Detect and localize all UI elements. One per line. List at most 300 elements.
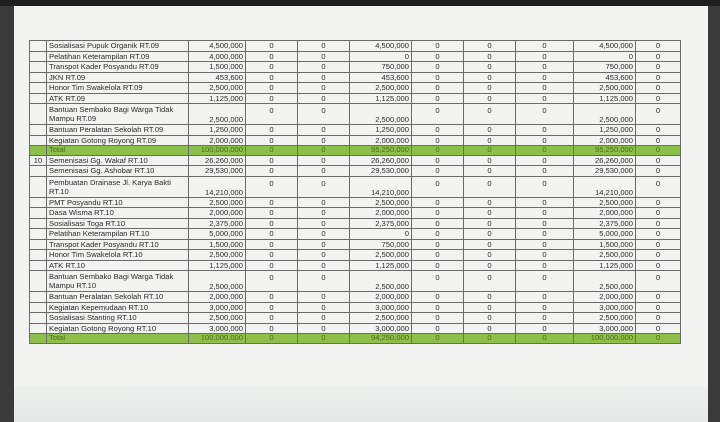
activity-name-cell: Kegiatan Gotong Royong RT.09 xyxy=(47,135,189,146)
amount-cell: 3,000,000 xyxy=(189,323,246,334)
row-number-cell xyxy=(30,62,47,73)
value-cell: 0 xyxy=(636,72,681,83)
amount-cell: 2,375,000 xyxy=(189,218,246,229)
activity-name-cell: Transpot Kader Posyandu RT.09 xyxy=(47,62,189,73)
value-cell: 0 xyxy=(246,292,298,303)
amount-cell: 29,530,000 xyxy=(189,166,246,177)
table-row xyxy=(30,83,681,94)
value-cell: 0 xyxy=(246,125,298,136)
value-cell: 0 xyxy=(298,313,350,324)
value-cell: 0 xyxy=(412,292,464,303)
value-cell: 0 xyxy=(298,271,350,292)
amount-cell: 26,260,000 xyxy=(574,155,636,166)
amount-cell: 1,125,000 xyxy=(189,93,246,104)
amount-cell: 1,125,000 xyxy=(574,260,636,271)
value-cell: 0 xyxy=(516,334,574,344)
amount-cell: 2,500,000 xyxy=(350,313,412,324)
row-number-cell xyxy=(30,292,47,303)
value-cell: 0 xyxy=(298,229,350,240)
amount-cell: 2,000,000 xyxy=(574,208,636,219)
row-number-cell xyxy=(30,302,47,313)
amount-cell: 1,250,000 xyxy=(574,125,636,136)
value-cell: 0 xyxy=(246,51,298,62)
value-cell: 0 xyxy=(636,125,681,136)
amount-cell: 1,250,000 xyxy=(350,125,412,136)
row-number-cell xyxy=(30,208,47,219)
amount-cell: 2,375,000 xyxy=(574,218,636,229)
value-cell: 0 xyxy=(298,135,350,146)
value-cell: 0 xyxy=(298,260,350,271)
value-cell: 0 xyxy=(464,176,516,197)
value-cell: 0 xyxy=(298,104,350,125)
value-cell: 0 xyxy=(636,208,681,219)
amount-cell: 14,210,000 xyxy=(189,176,246,197)
value-cell: 0 xyxy=(412,176,464,197)
row-number-cell xyxy=(30,146,47,156)
table-row xyxy=(30,218,681,229)
value-cell: 0 xyxy=(298,83,350,94)
amount-cell: 750,000 xyxy=(350,239,412,250)
value-cell: 0 xyxy=(298,146,350,156)
value-cell: 0 xyxy=(636,313,681,324)
value-cell: 0 xyxy=(298,125,350,136)
amount-cell: 2,000,000 xyxy=(189,135,246,146)
value-cell: 0 xyxy=(636,41,681,52)
row-number-cell xyxy=(30,250,47,261)
amount-cell: 750,000 xyxy=(350,62,412,73)
value-cell: 0 xyxy=(636,51,681,62)
activity-name-cell: Semenisasi Gg. Wakaf RT.10 xyxy=(47,155,189,166)
value-cell: 0 xyxy=(246,271,298,292)
activity-name-cell: Pembuatan Drainase Jl. Karya Bakti RT.10 xyxy=(47,176,189,197)
amount-cell: 29,530,000 xyxy=(350,166,412,177)
amount-cell: 2,500,000 xyxy=(189,271,246,292)
amount-cell: 2,000,000 xyxy=(189,208,246,219)
amount-cell: 100,000,000 xyxy=(189,334,246,344)
amount-cell: 14,210,000 xyxy=(574,176,636,197)
amount-cell: 0 xyxy=(350,229,412,240)
value-cell: 0 xyxy=(464,208,516,219)
amount-cell: 4,500,000 xyxy=(189,41,246,52)
table-row xyxy=(30,41,681,52)
value-cell: 0 xyxy=(516,166,574,177)
value-cell: 0 xyxy=(516,72,574,83)
value-cell: 0 xyxy=(298,292,350,303)
value-cell: 0 xyxy=(246,229,298,240)
row-number-cell xyxy=(30,135,47,146)
value-cell: 0 xyxy=(298,197,350,208)
value-cell: 0 xyxy=(298,41,350,52)
value-cell: 0 xyxy=(516,197,574,208)
value-cell: 0 xyxy=(412,313,464,324)
value-cell: 0 xyxy=(636,146,681,156)
row-number-cell xyxy=(30,104,47,125)
value-cell: 0 xyxy=(412,41,464,52)
value-cell: 0 xyxy=(298,302,350,313)
table-row xyxy=(30,51,681,62)
value-cell: 0 xyxy=(516,250,574,261)
value-cell: 0 xyxy=(516,146,574,156)
value-cell: 0 xyxy=(412,155,464,166)
activity-name-cell: Semenisasi Gg. Ashobar RT.10 xyxy=(47,166,189,177)
row-number-cell xyxy=(30,218,47,229)
value-cell: 0 xyxy=(298,250,350,261)
value-cell: 0 xyxy=(464,323,516,334)
value-cell: 0 xyxy=(636,239,681,250)
value-cell: 0 xyxy=(464,292,516,303)
value-cell: 0 xyxy=(516,218,574,229)
value-cell: 0 xyxy=(298,155,350,166)
amount-cell: 2,500,000 xyxy=(189,83,246,94)
table-row xyxy=(30,313,681,324)
value-cell: 0 xyxy=(464,125,516,136)
activity-name-cell: Bantuan Sembako Bagi Warga Tidak Mampu RT.10 xyxy=(47,271,189,292)
amount-cell: 3,000,000 xyxy=(574,302,636,313)
value-cell: 0 xyxy=(464,334,516,344)
activity-name-cell: Bantuan Peralatan Sekolah RT.10 xyxy=(47,292,189,303)
value-cell: 0 xyxy=(246,135,298,146)
amount-cell: 95,250,000 xyxy=(574,146,636,156)
row-number-cell xyxy=(30,260,47,271)
value-cell: 0 xyxy=(636,260,681,271)
value-cell: 0 xyxy=(464,83,516,94)
value-cell: 0 xyxy=(412,125,464,136)
value-cell: 0 xyxy=(246,323,298,334)
amount-cell: 2,500,000 xyxy=(574,104,636,125)
value-cell: 0 xyxy=(298,51,350,62)
table-row xyxy=(30,155,681,166)
value-cell: 0 xyxy=(516,62,574,73)
table-row xyxy=(30,208,681,219)
value-cell: 0 xyxy=(298,334,350,344)
value-cell: 0 xyxy=(464,260,516,271)
value-cell: 0 xyxy=(246,176,298,197)
value-cell: 0 xyxy=(516,135,574,146)
value-cell: 0 xyxy=(516,271,574,292)
value-cell: 0 xyxy=(246,41,298,52)
amount-cell: 0 xyxy=(574,51,636,62)
amount-cell: 1,125,000 xyxy=(189,260,246,271)
amount-cell: 2,500,000 xyxy=(189,250,246,261)
row-number-cell xyxy=(30,176,47,197)
total-row xyxy=(30,334,681,344)
value-cell: 0 xyxy=(464,197,516,208)
amount-cell: 94,250,000 xyxy=(350,334,412,344)
row-number-cell xyxy=(30,93,47,104)
row-number-cell xyxy=(30,323,47,334)
total-row xyxy=(30,146,681,156)
amount-cell: 26,260,000 xyxy=(350,155,412,166)
table-row xyxy=(30,166,681,177)
value-cell: 0 xyxy=(464,51,516,62)
value-cell: 0 xyxy=(516,313,574,324)
value-cell: 0 xyxy=(412,166,464,177)
table-row xyxy=(30,62,681,73)
amount-cell: 453,600 xyxy=(574,72,636,83)
amount-cell: 750,000 xyxy=(574,62,636,73)
amount-cell: 2,500,000 xyxy=(350,83,412,94)
value-cell: 0 xyxy=(464,41,516,52)
value-cell: 0 xyxy=(298,239,350,250)
table-row xyxy=(30,125,681,136)
amount-cell: 4,500,000 xyxy=(574,41,636,52)
value-cell: 0 xyxy=(464,104,516,125)
value-cell: 0 xyxy=(412,72,464,83)
value-cell: 0 xyxy=(636,218,681,229)
value-cell: 0 xyxy=(516,260,574,271)
value-cell: 0 xyxy=(516,104,574,125)
table-row xyxy=(30,302,681,313)
activity-name-cell: Sosialisasi Pupuk Organik RT.09 xyxy=(47,41,189,52)
value-cell: 0 xyxy=(246,302,298,313)
row-number-cell xyxy=(30,72,47,83)
row-number-cell xyxy=(30,51,47,62)
value-cell: 0 xyxy=(246,250,298,261)
activity-name-cell: Pelatihan Keterampilan RT.09 xyxy=(47,51,189,62)
amount-cell: 1,500,000 xyxy=(189,62,246,73)
activity-name-cell: Honor Tim Swakelola RT.10 xyxy=(47,250,189,261)
value-cell: 0 xyxy=(464,250,516,261)
value-cell: 0 xyxy=(636,250,681,261)
amount-cell: 4,000,000 xyxy=(189,51,246,62)
amount-cell: 1,500,000 xyxy=(189,239,246,250)
value-cell: 0 xyxy=(412,83,464,94)
activity-name-cell: Dasa Wisma RT.10 xyxy=(47,208,189,219)
value-cell: 0 xyxy=(246,62,298,73)
amount-cell: 100,000,000 xyxy=(189,146,246,156)
budget-table xyxy=(29,40,681,344)
value-cell: 0 xyxy=(298,166,350,177)
amount-cell: 1,250,000 xyxy=(189,125,246,136)
value-cell: 0 xyxy=(636,83,681,94)
activity-name-cell: Kegiatan Gotong Royong RT.10 xyxy=(47,323,189,334)
value-cell: 0 xyxy=(464,218,516,229)
activity-name-cell: Honor Tim Swakelola RT.09 xyxy=(47,83,189,94)
amount-cell: 3,000,000 xyxy=(350,323,412,334)
amount-cell: 2,500,000 xyxy=(350,197,412,208)
row-number-cell xyxy=(30,197,47,208)
value-cell: 0 xyxy=(516,208,574,219)
value-cell: 0 xyxy=(516,41,574,52)
amount-cell: 3,000,000 xyxy=(574,323,636,334)
document-page xyxy=(14,6,708,422)
row-number-cell xyxy=(30,41,47,52)
value-cell: 0 xyxy=(246,83,298,94)
value-cell: 0 xyxy=(246,313,298,324)
value-cell: 0 xyxy=(412,260,464,271)
amount-cell: 3,000,000 xyxy=(350,302,412,313)
value-cell: 0 xyxy=(636,104,681,125)
value-cell: 0 xyxy=(246,208,298,219)
value-cell: 0 xyxy=(636,323,681,334)
table-row xyxy=(30,197,681,208)
amount-cell: 2,500,000 xyxy=(574,197,636,208)
value-cell: 0 xyxy=(412,218,464,229)
value-cell: 0 xyxy=(636,166,681,177)
amount-cell: 2,500,000 xyxy=(574,313,636,324)
value-cell: 0 xyxy=(464,146,516,156)
value-cell: 0 xyxy=(516,302,574,313)
value-cell: 0 xyxy=(246,72,298,83)
value-cell: 0 xyxy=(516,229,574,240)
amount-cell: 26,260,000 xyxy=(189,155,246,166)
row-number-cell xyxy=(30,313,47,324)
value-cell: 0 xyxy=(246,218,298,229)
value-cell: 0 xyxy=(516,239,574,250)
value-cell: 0 xyxy=(516,83,574,94)
table-row xyxy=(30,260,681,271)
value-cell: 0 xyxy=(412,250,464,261)
value-cell: 0 xyxy=(298,218,350,229)
table-row xyxy=(30,176,681,197)
value-cell: 0 xyxy=(636,155,681,166)
row-number-cell xyxy=(30,271,47,292)
value-cell: 0 xyxy=(246,155,298,166)
value-cell: 0 xyxy=(298,72,350,83)
value-cell: 0 xyxy=(412,271,464,292)
amount-cell: 100,000,000 xyxy=(574,334,636,344)
value-cell: 0 xyxy=(516,292,574,303)
value-cell: 0 xyxy=(516,93,574,104)
value-cell: 0 xyxy=(412,208,464,219)
value-cell: 0 xyxy=(636,197,681,208)
value-cell: 0 xyxy=(636,176,681,197)
amount-cell: 2,500,000 xyxy=(574,83,636,94)
row-number-cell: 10 xyxy=(30,155,47,166)
value-cell: 0 xyxy=(636,334,681,344)
value-cell: 0 xyxy=(464,155,516,166)
value-cell: 0 xyxy=(464,313,516,324)
amount-cell: 1,500,000 xyxy=(574,239,636,250)
activity-name-cell: Total xyxy=(47,334,189,344)
amount-cell: 0 xyxy=(350,51,412,62)
amount-cell: 2,375,000 xyxy=(350,218,412,229)
row-number-cell xyxy=(30,83,47,94)
amount-cell: 2,500,000 xyxy=(574,271,636,292)
value-cell: 0 xyxy=(246,239,298,250)
budget-table-body xyxy=(30,41,681,344)
value-cell: 0 xyxy=(464,93,516,104)
table-row xyxy=(30,135,681,146)
value-cell: 0 xyxy=(246,146,298,156)
value-cell: 0 xyxy=(464,62,516,73)
amount-cell: 3,000,000 xyxy=(189,302,246,313)
value-cell: 0 xyxy=(464,302,516,313)
value-cell: 0 xyxy=(412,334,464,344)
value-cell: 0 xyxy=(298,176,350,197)
activity-name-cell: Kegiatan Kepemudaan RT.10 xyxy=(47,302,189,313)
amount-cell: 2,000,000 xyxy=(350,292,412,303)
value-cell: 0 xyxy=(412,135,464,146)
value-cell: 0 xyxy=(412,239,464,250)
value-cell: 0 xyxy=(412,323,464,334)
value-cell: 0 xyxy=(246,166,298,177)
activity-name-cell: JKN RT.09 xyxy=(47,72,189,83)
table-row xyxy=(30,250,681,261)
value-cell: 0 xyxy=(412,62,464,73)
amount-cell: 4,500,000 xyxy=(350,41,412,52)
value-cell: 0 xyxy=(464,135,516,146)
activity-name-cell: Sosialisasi Stanting RT.10 xyxy=(47,313,189,324)
amount-cell: 453,600 xyxy=(189,72,246,83)
amount-cell: 95,250,000 xyxy=(350,146,412,156)
activity-name-cell: Pelatihan Keterampilan RT.10 xyxy=(47,229,189,240)
activity-name-cell: Transpot Kader Posyandu RT.10 xyxy=(47,239,189,250)
value-cell: 0 xyxy=(412,229,464,240)
table-row xyxy=(30,229,681,240)
value-cell: 0 xyxy=(298,93,350,104)
amount-cell: 2,500,000 xyxy=(350,104,412,125)
value-cell: 0 xyxy=(298,323,350,334)
row-number-cell xyxy=(30,239,47,250)
activity-name-cell: Total xyxy=(47,146,189,156)
amount-cell: 5,000,000 xyxy=(574,229,636,240)
table-row xyxy=(30,239,681,250)
value-cell: 0 xyxy=(298,208,350,219)
row-number-cell xyxy=(30,229,47,240)
value-cell: 0 xyxy=(464,271,516,292)
activity-name-cell: Bantuan Peralatan Sekolah RT.09 xyxy=(47,125,189,136)
value-cell: 0 xyxy=(516,155,574,166)
value-cell: 0 xyxy=(412,146,464,156)
amount-cell: 2,000,000 xyxy=(189,292,246,303)
amount-cell: 14,210,000 xyxy=(350,176,412,197)
value-cell: 0 xyxy=(516,51,574,62)
value-cell: 0 xyxy=(636,135,681,146)
activity-name-cell: PMT Posyandu RT.10 xyxy=(47,197,189,208)
value-cell: 0 xyxy=(246,197,298,208)
amount-cell: 2,500,000 xyxy=(189,104,246,125)
amount-cell: 2,000,000 xyxy=(574,292,636,303)
amount-cell: 1,125,000 xyxy=(574,93,636,104)
value-cell: 0 xyxy=(636,93,681,104)
activity-name-cell: ATK RT.10 xyxy=(47,260,189,271)
amount-cell: 2,500,000 xyxy=(350,250,412,261)
value-cell: 0 xyxy=(412,197,464,208)
value-cell: 0 xyxy=(636,292,681,303)
row-number-cell xyxy=(30,125,47,136)
value-cell: 0 xyxy=(298,62,350,73)
value-cell: 0 xyxy=(636,271,681,292)
amount-cell: 29,530,000 xyxy=(574,166,636,177)
amount-cell: 2,500,000 xyxy=(189,313,246,324)
activity-name-cell: ATK RT.09 xyxy=(47,93,189,104)
value-cell: 0 xyxy=(464,239,516,250)
amount-cell: 1,125,000 xyxy=(350,260,412,271)
value-cell: 0 xyxy=(464,229,516,240)
amount-cell: 2,000,000 xyxy=(574,135,636,146)
value-cell: 0 xyxy=(246,93,298,104)
value-cell: 0 xyxy=(516,323,574,334)
amount-cell: 5,000,000 xyxy=(189,229,246,240)
value-cell: 0 xyxy=(636,302,681,313)
value-cell: 0 xyxy=(516,125,574,136)
table-row xyxy=(30,271,681,292)
page-shadow xyxy=(14,386,708,422)
amount-cell: 453,600 xyxy=(350,72,412,83)
value-cell: 0 xyxy=(464,72,516,83)
value-cell: 0 xyxy=(636,62,681,73)
activity-name-cell: Sosialisasi Toga RT.10 xyxy=(47,218,189,229)
value-cell: 0 xyxy=(516,176,574,197)
activity-name-cell: Bantuan Sembako Bagi Warga Tidak Mampu RT.09 xyxy=(47,104,189,125)
value-cell: 0 xyxy=(412,93,464,104)
value-cell: 0 xyxy=(636,229,681,240)
amount-cell: 2,500,000 xyxy=(350,271,412,292)
amount-cell: 2,500,000 xyxy=(189,197,246,208)
value-cell: 0 xyxy=(412,302,464,313)
value-cell: 0 xyxy=(246,260,298,271)
